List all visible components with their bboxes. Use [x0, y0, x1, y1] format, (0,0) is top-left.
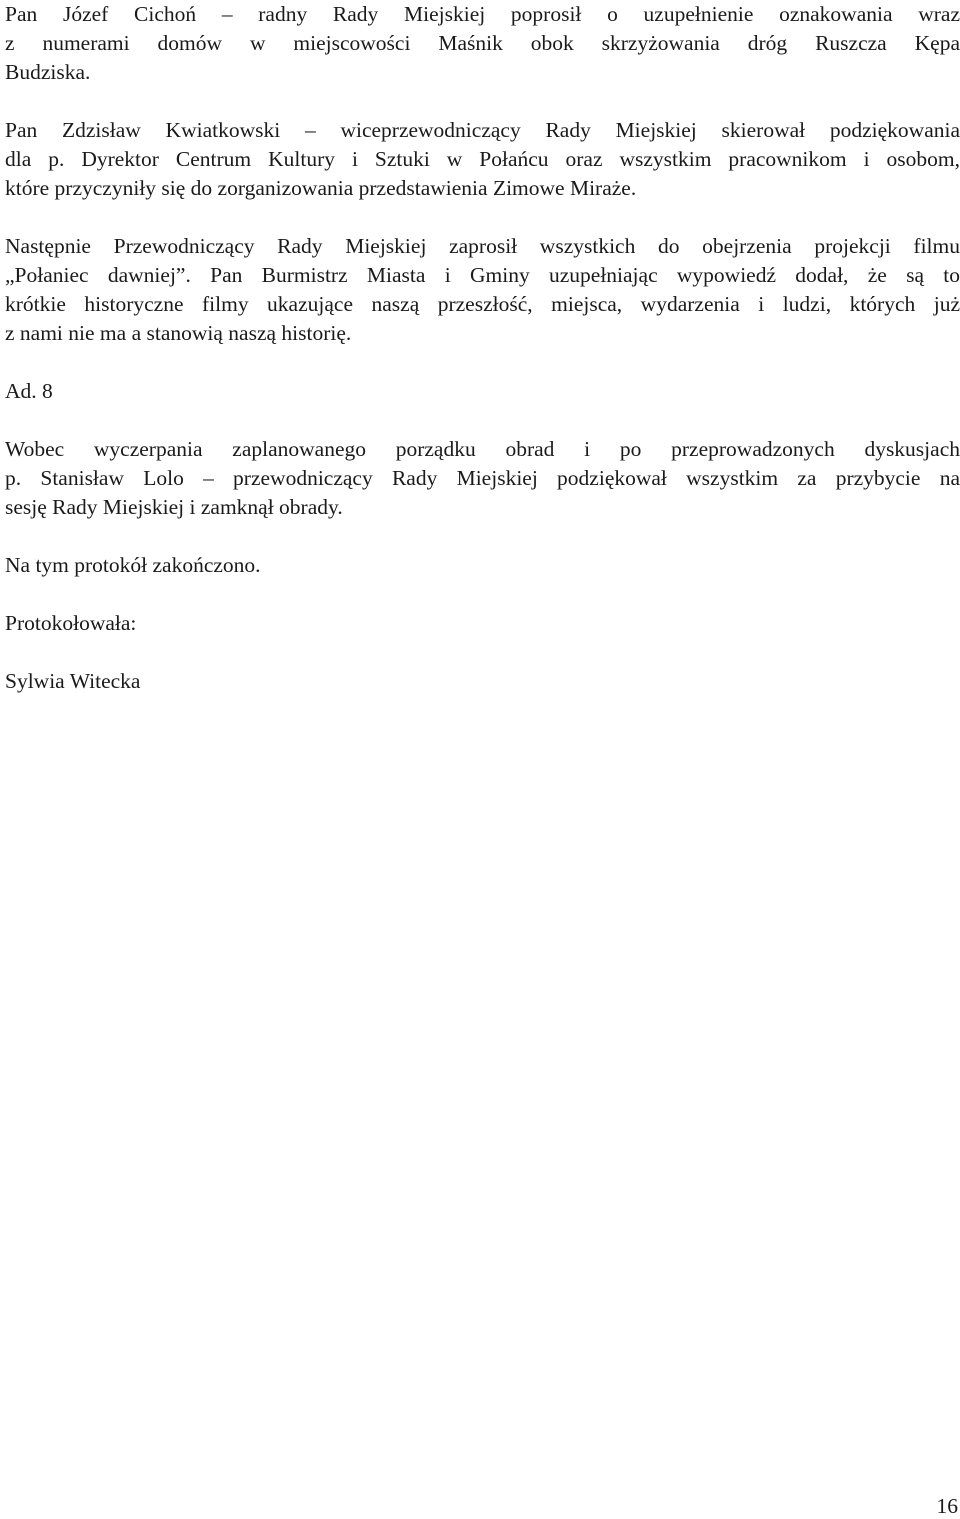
paragraph-film-screening	[5, 232, 960, 348]
text-line: Sylwia Witecka	[5, 669, 141, 693]
text-line: Pan Zdzisław Kwiatkowski – wiceprzewodniczący Rady Miejskiej skierował podziękowania	[5, 118, 960, 142]
text-line: Następnie Przewodniczący Rady Miejskiej zaprosił wszystkich do obejrzenia projekcji filmu	[5, 234, 960, 258]
recorder-name	[5, 667, 960, 696]
text-line: Pan Józef Cichoń – radny Rady Miejskiej poprosił o uzupełnienie oznakowania wraz	[5, 2, 960, 26]
text-line: „Połaniec dawniej”. Pan Burmistrz Miasta i Gminy uzupełniając wypowiedź dodał, że są to	[5, 263, 960, 287]
text-line: sesję Rady Miejskiej i zamknął obrady.	[5, 495, 343, 519]
text-line: Na tym protokół zakończono.	[5, 553, 261, 577]
text-line: p. Stanisław Lolo – przewodniczący Rady Miejskiej podziękował wszystkim za przybycie na	[5, 466, 960, 490]
text-line: które przyczyniły się do zorganizowania przedstawienia Zimowe Miraże.	[5, 176, 637, 200]
text-line: krótkie historyczne filmy ukazujące naszą przeszłość, miejsca, wydarzenia i ludzi, których już	[5, 292, 960, 316]
protocol-closing	[5, 551, 960, 580]
paragraph-session-closing	[5, 435, 960, 522]
text-line: Ad. 8	[5, 379, 53, 403]
page-number: 16	[936, 1494, 958, 1518]
text-line: z nami nie ma a stanowią naszą historię.	[5, 321, 352, 345]
paragraph-kwiatkowski-thanks	[5, 116, 960, 203]
text-line: z numerami domów w miejscowości Maśnik obok skrzyżowania dróg Ruszcza Kępa	[5, 31, 960, 55]
text-line: Wobec wyczerpania zaplanowanego porządku obrad i po przeprowadzonych dyskusjach	[5, 437, 960, 461]
text-line: Protokołowała:	[5, 611, 137, 635]
text-line: Budziska.	[5, 60, 91, 84]
text-line: dla p. Dyrektor Centrum Kultury i Sztuki w Połańcu oraz wszystkim pracownikom i osobom,	[5, 147, 960, 171]
paragraph-cichon-request	[5, 0, 960, 87]
document-page	[5, 0, 960, 696]
agenda-item-heading	[5, 377, 960, 406]
recorder-label	[5, 609, 960, 638]
